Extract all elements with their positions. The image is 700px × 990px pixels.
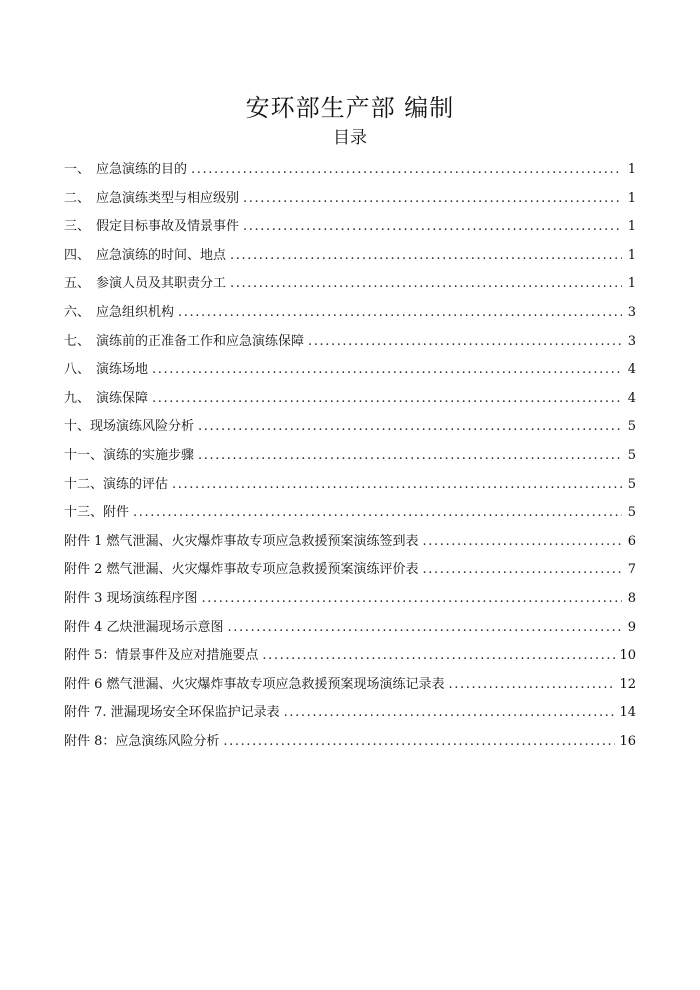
dot-leader — [228, 614, 622, 643]
toc-entry-title: 附件 5：情景事件及应对措施要点 — [64, 648, 259, 664]
toc-entry-title: 附件 6 燃气泄漏、火灾爆炸事故专项应急救援预案现场演练记录表 — [64, 676, 445, 692]
toc-entry[interactable] — [64, 528, 636, 557]
toc-entry-title: 演练场地 — [96, 362, 149, 378]
toc-entry-title: 应急演练类型与相应级别 — [96, 190, 240, 206]
dot-leader — [308, 328, 622, 357]
toc-entry[interactable] — [64, 270, 636, 299]
toc-entry-number: 七、 — [64, 333, 91, 349]
toc-entry-number: 五、 — [64, 276, 91, 292]
document-title: 安环部生产部 编制 — [245, 94, 455, 122]
toc-entry-page: 5 — [627, 419, 636, 435]
dot-leader — [152, 385, 622, 414]
toc-entry-page: 4 — [627, 390, 636, 406]
toc-entry[interactable] — [64, 185, 636, 214]
toc-entry-title: 附件 8：应急演练风险分析 — [64, 733, 220, 749]
toc-entry[interactable] — [64, 728, 636, 757]
toc-entry-number: 三、 — [64, 219, 91, 235]
toc-entry-title: 附件 2 燃气泄漏、火灾爆炸事故专项应急救援预案演练评价表 — [64, 562, 419, 578]
toc-entry-title: 附件 4 乙炔泄漏现场示意图 — [64, 619, 224, 635]
toc-entry-title: 附件 1 燃气泄漏、火灾爆炸事故专项应急救援预案演练签到表 — [64, 533, 419, 549]
toc-entry-number: 十三、 — [64, 505, 104, 521]
toc-entry[interactable] — [64, 413, 636, 442]
dot-leader — [198, 413, 622, 442]
toc-entry-page: 4 — [627, 362, 636, 378]
toc-entry-page: 8 — [627, 590, 636, 606]
dot-leader — [284, 699, 616, 728]
dot-leader — [178, 299, 622, 328]
toc-entry-title: 假定目标事故及情景事件 — [96, 219, 240, 235]
dot-leader — [230, 270, 622, 299]
dot-leader — [262, 642, 615, 671]
toc-entry[interactable] — [64, 671, 636, 700]
toc-entry-page: 1 — [627, 219, 636, 235]
toc-entry-number: 十二、 — [64, 476, 104, 492]
toc-entry-title: 应急组织机构 — [96, 304, 175, 320]
dot-leader — [172, 471, 622, 500]
dot-leader — [133, 499, 622, 528]
toc-entry[interactable] — [64, 585, 636, 614]
toc-entry-page: 1 — [627, 162, 636, 177]
toc-entry-title: 应急演练的目的 — [96, 162, 188, 177]
dot-leader — [223, 728, 615, 757]
toc-entry-page: 12 — [619, 676, 636, 692]
toc-entry-title: 附件 7. 泄漏现场安全环保监护记录表 — [64, 705, 280, 721]
dot-leader — [423, 528, 622, 557]
toc-entry-number: 二、 — [64, 190, 91, 206]
toc-entry-title: 演练的评估 — [103, 476, 169, 492]
toc-entry[interactable] — [64, 499, 636, 528]
toc-entry-title: 参演人员及其职责分工 — [96, 276, 227, 292]
toc-heading: 目录 — [333, 128, 367, 148]
dot-leader — [152, 356, 622, 385]
toc-entry[interactable] — [64, 242, 636, 271]
table-of-contents — [64, 156, 636, 756]
toc-entry-page: 14 — [619, 705, 636, 721]
toc-entry[interactable] — [64, 213, 636, 242]
dot-leader — [423, 556, 622, 585]
toc-entry[interactable] — [64, 442, 636, 471]
dot-leader — [230, 242, 622, 271]
toc-entry-page: 6 — [627, 533, 636, 549]
toc-entry-page: 10 — [619, 648, 636, 664]
toc-entry-title: 演练前的正准备工作和应急演练保障 — [96, 333, 305, 349]
toc-entry[interactable] — [64, 356, 636, 385]
toc-entry[interactable] — [64, 642, 636, 671]
toc-entry-page: 5 — [627, 447, 636, 463]
dot-leader — [191, 156, 622, 185]
toc-entry-title: 演练的实施步骤 — [103, 447, 195, 463]
toc-entry-page: 3 — [627, 304, 636, 320]
dot-leader — [243, 185, 622, 214]
toc-entry-number: 八、 — [64, 362, 91, 378]
toc-entry[interactable] — [64, 699, 636, 728]
dot-leader — [198, 442, 622, 471]
toc-entry[interactable] — [64, 328, 636, 357]
toc-entry-page: 1 — [627, 247, 636, 263]
toc-entry-page: 5 — [627, 505, 636, 521]
toc-entry-page: 7 — [627, 562, 636, 578]
toc-entry-number: 九、 — [64, 390, 91, 406]
toc-entry[interactable] — [64, 156, 636, 185]
toc-entry-page: 9 — [627, 619, 636, 635]
toc-entry[interactable] — [64, 614, 636, 643]
toc-entry[interactable] — [64, 385, 636, 414]
toc-entry-title: 附件 3 现场演练程序图 — [64, 590, 198, 606]
dot-leader — [449, 671, 616, 700]
toc-entry-number: 十一、 — [64, 447, 104, 463]
toc-entry-number: 一、 — [64, 162, 91, 177]
toc-entry-title: 现场演练风险分析 — [90, 419, 195, 435]
toc-entry-page: 16 — [619, 733, 636, 749]
toc-entry-number: 四、 — [64, 247, 91, 263]
toc-entry[interactable] — [64, 471, 636, 500]
toc-entry-page: 1 — [627, 276, 636, 292]
toc-entry-title: 应急演练的时间、地点 — [96, 247, 227, 263]
toc-entry-title: 演练保障 — [96, 390, 149, 406]
dot-leader — [243, 213, 622, 242]
toc-entry-page: 3 — [627, 333, 636, 349]
toc-entry-number: 十、 — [64, 419, 91, 435]
toc-entry-page: 1 — [627, 190, 636, 206]
toc-entry[interactable] — [64, 556, 636, 585]
toc-entry[interactable] — [64, 299, 636, 328]
toc-entry-page: 5 — [627, 476, 636, 492]
toc-entry-title: 附件 — [103, 505, 130, 521]
dot-leader — [202, 585, 622, 614]
toc-entry-number: 六、 — [64, 304, 91, 320]
